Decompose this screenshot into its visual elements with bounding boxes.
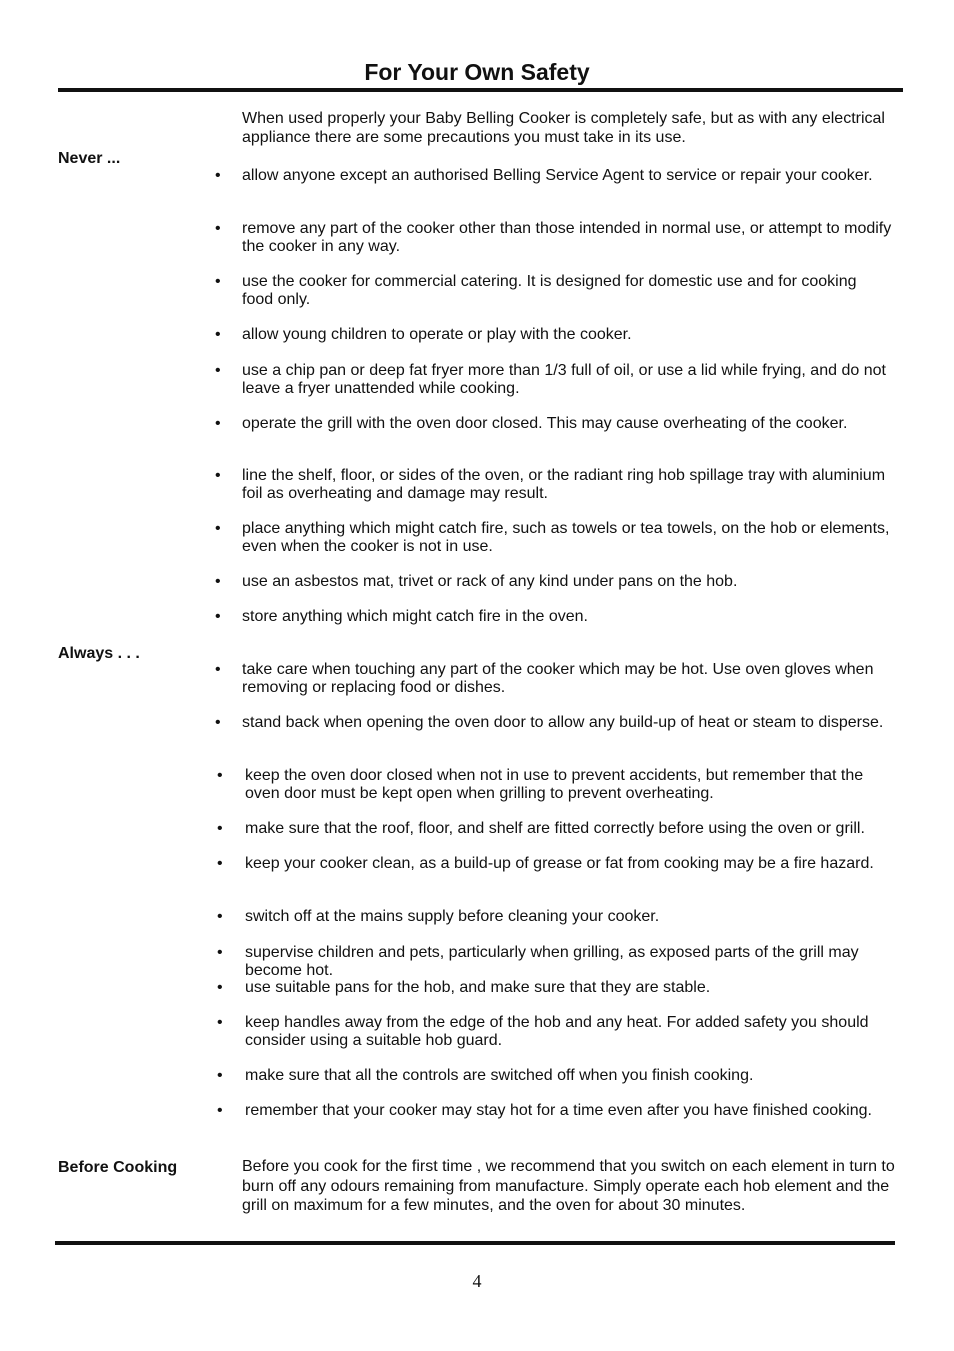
bullet-icon: • — [217, 1067, 223, 1084]
always-item-text: keep handles away from the edge of the hob and any heat. For added safety you should consider using a suitable hob guard. — [245, 1014, 869, 1049]
always-item-text: make sure that the roof, floor, and shelf are fitted correctly before using the oven or grill. — [245, 820, 865, 837]
never-item-text: use the cooker for commercial catering. It is designed for domestic use and for cooking food only. — [242, 273, 857, 308]
top-divider — [58, 88, 903, 92]
bullet-icon: • — [217, 855, 223, 872]
never-item-text: line the shelf, floor, or sides of the oven, or the radiant ring hob spillage tray with aluminium foil as overheating and damage may result. — [242, 467, 886, 502]
always-item-text: keep your cooker clean, as a build-up of grease or fat from cooking may be a fire hazard. — [245, 855, 874, 872]
bullet-icon: • — [217, 767, 223, 784]
never-item-text: remove any part of the cooker other than those intended in normal use, or attempt to modify the cooker in any way. — [242, 220, 892, 255]
bullet-icon: • — [215, 608, 221, 625]
bottom-divider — [55, 1241, 895, 1245]
never-item-text: store anything which might catch fire in the oven. — [242, 608, 588, 625]
bullet-icon: • — [215, 273, 221, 290]
always-item-text: use suitable pans for the hob, and make sure that they are stable. — [245, 979, 711, 996]
never-item-text: operate the grill with the oven door closed. This may cause overheating of the cooker. — [242, 415, 848, 432]
bullet-icon: • — [215, 714, 221, 731]
bullet-icon: • — [217, 944, 223, 961]
bullet-icon: • — [215, 415, 221, 432]
bullet-icon: • — [217, 820, 223, 837]
bullet-icon: • — [217, 908, 223, 925]
bullet-icon: • — [215, 573, 221, 590]
never-item-text: use a chip pan or deep fat fryer more than 1/3 full of oil, or use a lid while frying, and do not leave a fryer unattended while cooking. — [242, 362, 886, 397]
page-title: For Your Own Safety — [364, 59, 590, 85]
never-item-text: place anything which might catch fire, such as towels or tea towels, on the hob or elements, even when the cooker is not in use. — [242, 520, 890, 555]
bullet-icon: • — [217, 1102, 223, 1119]
intro-paragraph: When used properly your Baby Belling Cooker is completely safe, but as with any electrical appliance there are some precautions you must take in its use. — [242, 110, 885, 146]
before-cooking-label: Before Cooking — [58, 1159, 178, 1176]
always-item-text: remember that your cooker may stay hot for a time even after you have finished cooking. — [245, 1102, 872, 1119]
always-item-text: make sure that all the controls are switched off when you finish cooking. — [245, 1067, 754, 1084]
never-item-text: allow young children to operate or play with the cooker. — [242, 326, 632, 343]
before-cooking-paragraph: Before you cook for the first time , we recommend that you switch on each element in turn to burn off any odours remaining from manufacture. Simply operate each hob element and the grill on maximum for a few minutes, and the oven for about 30 minutes. — [242, 1158, 895, 1214]
bullet-icon: • — [215, 220, 221, 237]
bullet-icon: • — [215, 362, 221, 379]
bullet-icon: • — [215, 326, 221, 343]
bullet-icon: • — [215, 520, 221, 537]
always-label: Always . . . — [58, 645, 140, 662]
always-item-text: take care when touching any part of the cooker which may be hot. Use oven gloves when removing or replacing food or dishes. — [242, 661, 874, 696]
bullet-icon: • — [215, 661, 221, 678]
never-item-text: use an asbestos mat, trivet or rack of any kind under pans on the hob. — [242, 573, 738, 590]
always-item-text: stand back when opening the oven door to allow any build-up of heat or steam to disperse. — [242, 714, 884, 731]
never-label: Never ... — [58, 150, 121, 167]
bullet-icon: • — [215, 467, 221, 484]
always-item-text: keep the oven door closed when not in use to prevent accidents, but remember that the oven door must be kept open when grilling to prevent overheating. — [245, 767, 864, 802]
always-item-text: switch off at the mains supply before cleaning your cooker. — [245, 908, 660, 925]
bullet-icon: • — [215, 167, 221, 184]
always-item-text: supervise children and pets, particularly when grilling, as exposed parts of the grill may become hot. — [245, 944, 859, 979]
bullet-icon: • — [217, 979, 223, 996]
never-item-text: allow anyone except an authorised Belling Service Agent to service or repair your cooker. — [242, 167, 873, 184]
bullet-icon: • — [217, 1014, 223, 1031]
page-number: 4 — [472, 1271, 482, 1291]
